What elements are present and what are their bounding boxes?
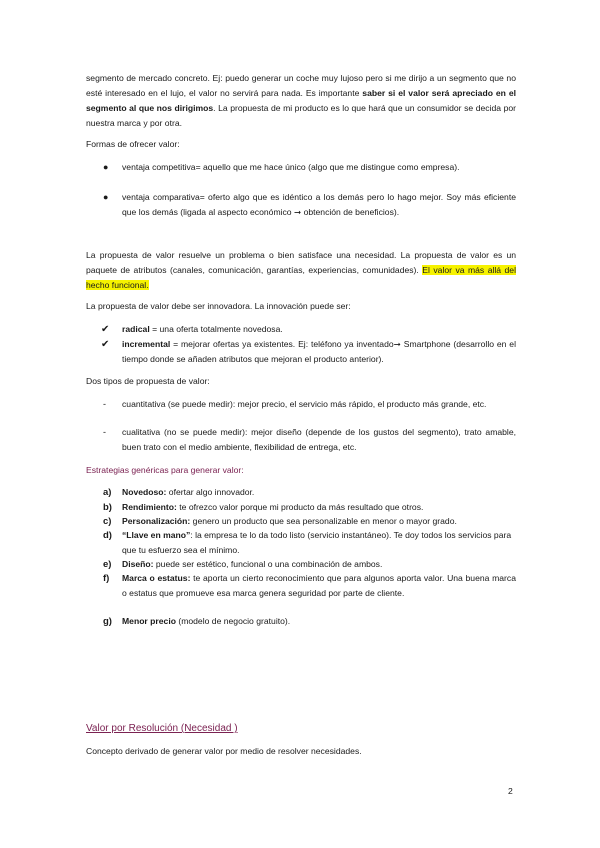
list-item: ventaja comparativa= oferto algo que es idéntico a los demás pero lo hago mejor. Soy más eficiente que los demás (ligada al aspecto económico ➞ obtención de beneficios).	[122, 192, 516, 217]
section-heading: Valor por Resolución (Necesidad )	[86, 723, 238, 734]
list-letter: b)	[103, 502, 112, 513]
dash-icon: -	[103, 427, 106, 437]
list-item	[122, 500, 516, 515]
list-item	[122, 571, 516, 601]
tipos-title: Dos tipos de propuesta de valor:	[86, 376, 210, 386]
list-item	[122, 322, 516, 337]
check-icon: ✔	[101, 324, 110, 335]
bullet-icon: ●	[103, 192, 109, 202]
intro-text-2: . La propuesta de mi producto es lo que hará que un consumidor se decida por nuestra marca y por otra.	[86, 103, 516, 128]
item-label: Menor precio	[122, 616, 176, 626]
list-letter: a)	[103, 487, 112, 498]
item-label: Rendimiento:	[122, 502, 177, 512]
bullet-icon: ●	[103, 162, 109, 172]
intro-bold: saber si el valor será apreciado en el segmento al que nos dirigimos	[86, 88, 516, 113]
page-number: 2	[508, 786, 513, 796]
item-text: genero un producto que sea personalizable en menor o mayor grado.	[190, 516, 457, 526]
section-text: Concepto derivado de generar valor por medio de resolver necesidades.	[86, 746, 362, 756]
list-letter: c)	[103, 516, 112, 527]
list-item: cuantitativa (se puede medir): mejor precio, el servicio más rápido, el producto más grande, etc.	[122, 399, 487, 409]
estrategias-title: Estrategias genéricas para generar valor:	[86, 465, 244, 475]
item-text: = mejorar ofertas ya existentes. Ej: teléfono ya inventado➞ Smartphone (desarrollo en el tiempo donde se añaden atributos que mejoran el producto anterior).	[122, 339, 516, 364]
item-text: : la empresa te lo da todo listo (servicio instantáneo). Te doy todos los servicios para que tu esfuerzo sea el mínimo.	[122, 530, 512, 555]
list-letter: e)	[103, 559, 112, 570]
item-text: puede ser estético, funcional o una combinación de ambos.	[153, 559, 383, 569]
item-text: ofertar algo innovador.	[166, 487, 255, 497]
highlighted-text: El valor va más allá del hecho funcional.	[86, 265, 516, 290]
list-item	[122, 528, 516, 558]
intro-text-1: segmento de mercado concreto. Ej: puedo generar un coche muy lujoso pero si me dirijo a un segmento que no esté interesado en el lujo, el valor no servirá para nada. Es importante	[86, 73, 516, 98]
item-label: incremental	[122, 339, 171, 349]
list-letter: d)	[103, 530, 112, 541]
item-label: Marca o estatus:	[122, 573, 191, 583]
item-text: te aporta un cierto reconocimiento que para algunos aporta valor. Una buena marca o estatus que promueve esa marca genera seguridad por parte de cliente.	[122, 573, 516, 598]
list-item: ventaja competitiva= aquello que me hace único (algo que me distingue como empresa).	[122, 162, 460, 172]
item-label: Novedoso:	[122, 487, 167, 497]
innovacion-title: La propuesta de valor debe ser innovadora. La innovación puede ser:	[86, 301, 351, 311]
list-item	[122, 557, 516, 572]
item-label: Diseño:	[122, 559, 154, 569]
formas-title: Formas de ofrecer valor:	[86, 139, 180, 149]
item-label: Personalización:	[122, 516, 191, 526]
list-letter: g)	[103, 616, 112, 627]
item-label: “Llave en mano”	[122, 530, 191, 540]
dash-icon: -	[103, 399, 106, 409]
item-label: radical	[122, 324, 150, 334]
list-item	[122, 514, 516, 529]
list-item: cualitativa (no se puede medir): mejor diseño (depende de los gustos del segmento), trato amable, buen trato con el medio ambiente, flexibilidad de entrega, etc.	[122, 427, 516, 452]
propuesta-paragraph	[86, 248, 516, 293]
item-text: = una oferta totalmente novedosa.	[149, 324, 283, 334]
list-item	[122, 614, 516, 629]
item-text: te ofrezco valor porque mi producto da más resultado que otros.	[176, 502, 424, 512]
list-item	[122, 337, 516, 367]
intro-paragraph	[86, 71, 516, 131]
check-icon: ✔	[101, 339, 110, 350]
list-letter: f)	[103, 573, 110, 584]
item-text: (modelo de negocio gratuito).	[175, 616, 291, 626]
propuesta-text: La propuesta de valor resuelve un problema o bien satisface una necesidad. La propuesta de valor es un paquete de atributos (canales, comunicación, garantías, experiencias, comunidades).	[86, 250, 516, 275]
list-item	[122, 485, 516, 500]
